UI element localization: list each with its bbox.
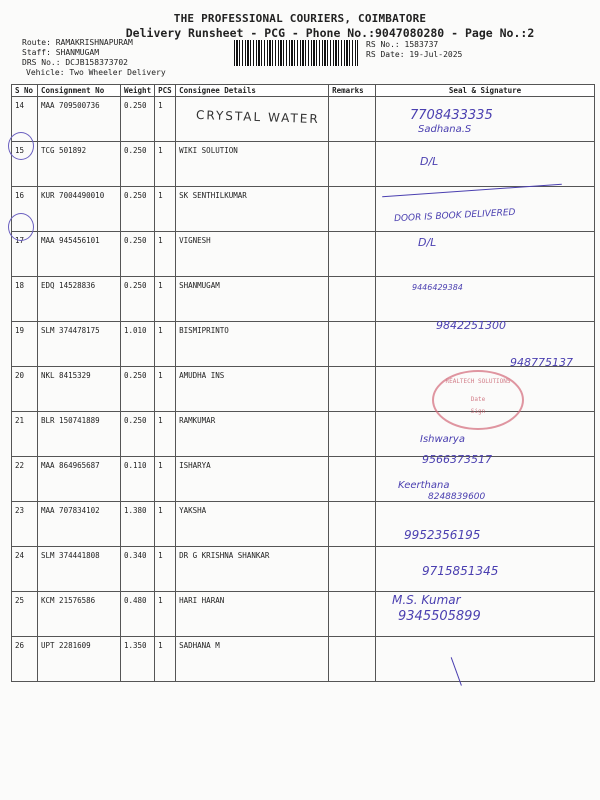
handwritten-phone: 9566373517 <box>422 453 492 466</box>
cell-sno: 16 <box>12 187 38 232</box>
cell-remarks <box>329 142 376 187</box>
cell-consignment: TCG 501892 <box>38 142 121 187</box>
handwritten-name: Ishwarya <box>420 434 465 445</box>
cell-consignee: SK SENTHILKUMAR <box>176 187 329 232</box>
cell-sno: 25 <box>12 592 38 637</box>
cell-weight: 0.250 <box>121 412 155 457</box>
cell-consignment: SLM 374441808 <box>38 547 121 592</box>
circle-mark <box>8 213 34 241</box>
cell-pcs: 1 <box>155 277 176 322</box>
cell-consignment: BLR 150741889 <box>38 412 121 457</box>
table-row <box>12 232 595 277</box>
cell-pcs: 1 <box>155 412 176 457</box>
cell-signature <box>376 277 595 322</box>
cell-remarks <box>329 277 376 322</box>
cell-sno: 18 <box>12 277 38 322</box>
cell-consignment: KUR 7004490010 <box>38 187 121 232</box>
cell-sno: 22 <box>12 457 38 502</box>
rs-date: RS Date: 19-Jul-2025 <box>366 50 463 59</box>
cell-remarks <box>329 412 376 457</box>
col-consignment: Consignment No <box>38 85 121 97</box>
rs-number: RS No.: 1583737 <box>366 40 439 49</box>
cell-weight: 0.250 <box>121 97 155 142</box>
stamp-date: Date <box>470 396 486 403</box>
cell-pcs: 1 <box>155 547 176 592</box>
cell-consignment: KCM 21576586 <box>38 592 121 637</box>
table-row <box>12 502 595 547</box>
cell-weight: 1.350 <box>121 637 155 682</box>
cell-consignee: HARI HARAN <box>176 592 329 637</box>
drs-number: DRS No.: DCJB158373702 <box>22 58 128 67</box>
handwritten-phone: 948775137 <box>510 356 573 369</box>
cell-remarks <box>329 97 376 142</box>
cell-consignee: SHANMUGAM <box>176 277 329 322</box>
cell-remarks <box>329 547 376 592</box>
cell-consignee: SADHANA M <box>176 637 329 682</box>
cell-remarks <box>329 367 376 412</box>
cell-consignee: AMUDHA INS <box>176 367 329 412</box>
cell-weight: 0.250 <box>121 142 155 187</box>
barcode <box>234 40 358 66</box>
cell-sno: 19 <box>12 322 38 367</box>
cell-consignment: MAA 945456101 <box>38 232 121 277</box>
cell-weight: 0.250 <box>121 367 155 412</box>
cell-weight: 0.110 <box>121 457 155 502</box>
cell-pcs: 1 <box>155 232 176 277</box>
cell-consignee: VIGNESH <box>176 232 329 277</box>
cell-pcs: 1 <box>155 322 176 367</box>
stamp-text: REALTECH SOLUTIONS <box>445 378 511 385</box>
table-row <box>12 277 595 322</box>
stamp-sign: Sign <box>470 408 486 415</box>
cell-remarks <box>329 592 376 637</box>
cell-consignment: SLM 374478175 <box>38 322 121 367</box>
cell-pcs: 1 <box>155 142 176 187</box>
handwritten-note: D/L <box>418 236 437 249</box>
table-row <box>12 457 595 502</box>
handwritten-name: Keerthana <box>398 480 450 491</box>
cell-sno: 14 <box>12 97 38 142</box>
cell-weight: 0.480 <box>121 592 155 637</box>
cell-remarks <box>329 232 376 277</box>
cell-pcs: 1 <box>155 457 176 502</box>
cell-consignee: WIKI SOLUTION <box>176 142 329 187</box>
table-header-row <box>12 85 595 97</box>
cell-consignee: BISMIPRINTO <box>176 322 329 367</box>
cell-consignment: MAA 707834102 <box>38 502 121 547</box>
cell-pcs: 1 <box>155 187 176 232</box>
handwritten-consignee: CRYSTAL WATER <box>195 107 320 127</box>
cell-consignment: EDQ 14528836 <box>38 277 121 322</box>
col-signature: Seal & Signature <box>376 85 595 97</box>
vehicle-label: Vehicle: Two Wheeler Delivery <box>26 68 166 77</box>
cell-sno: 21 <box>12 412 38 457</box>
col-consignee: Consignee Details <box>176 85 329 97</box>
table-row <box>12 142 595 187</box>
cell-remarks <box>329 502 376 547</box>
cell-sno: 17 <box>12 232 38 277</box>
cell-consignee: DR G KRISHNA SHANKAR <box>176 547 329 592</box>
cell-remarks <box>329 457 376 502</box>
cell-consignee: RAMKUMAR <box>176 412 329 457</box>
cell-remarks <box>329 187 376 232</box>
runsheet-subtitle: Delivery Runsheet - PCG - Phone No.:9047080280 - Page No.:2 <box>125 26 535 40</box>
cell-pcs: 1 <box>155 367 176 412</box>
cell-remarks <box>329 637 376 682</box>
table-row <box>12 547 595 592</box>
cell-weight: 0.250 <box>121 187 155 232</box>
cell-remarks <box>329 322 376 367</box>
cell-consignment: MAA 709500736 <box>38 97 121 142</box>
handwritten-phone: 9345505899 <box>398 609 481 624</box>
cell-consignee: ISHARYA <box>176 457 329 502</box>
handwritten-phone: 8248839600 <box>428 492 486 502</box>
handwritten-phone: 9842251300 <box>436 319 506 332</box>
route-label: Route: RAMAKRISHNAPURAM <box>22 38 133 47</box>
handwritten-phone: 9446429384 <box>412 283 463 292</box>
cell-consignment: MAA 864965687 <box>38 457 121 502</box>
cell-weight: 1.380 <box>121 502 155 547</box>
cell-consignment: NKL 8415329 <box>38 367 121 412</box>
col-weight: Weight <box>121 85 155 97</box>
cell-consignee: YAKSHA <box>176 502 329 547</box>
rs-info <box>366 40 462 60</box>
cell-consignment: UPT 2281609 <box>38 637 121 682</box>
cell-weight: 1.010 <box>121 322 155 367</box>
handwritten-phone: 9952356195 <box>404 528 481 542</box>
handwritten-note: D/L <box>420 155 439 168</box>
table-row <box>12 637 595 682</box>
cell-sno: 15 <box>12 142 38 187</box>
handwritten-name: Sadhana.S <box>418 124 472 135</box>
table-row <box>12 322 595 367</box>
col-sno: S No <box>12 85 38 97</box>
cell-signature <box>376 232 595 277</box>
cell-sno: 23 <box>12 502 38 547</box>
cell-signature <box>376 142 595 187</box>
handwritten-phone: 9715851345 <box>422 564 499 578</box>
cell-pcs: 1 <box>155 502 176 547</box>
route-info <box>22 38 166 78</box>
handwritten-phone: 7708433335 <box>410 108 493 123</box>
cell-weight: 0.250 <box>121 232 155 277</box>
cell-pcs: 1 <box>155 637 176 682</box>
cell-sno: 20 <box>12 367 38 412</box>
handwritten-note: DOOR IS BOOK DELIVERED <box>393 207 516 225</box>
col-pcs: PCS <box>155 85 176 97</box>
handwritten-name: M.S. Kumar <box>392 593 461 607</box>
circle-mark <box>8 132 34 160</box>
col-remarks: Remarks <box>329 85 376 97</box>
company-title: THE PROFESSIONAL COURIERS, COIMBATORE <box>173 12 427 25</box>
table-row <box>12 592 595 637</box>
company-stamp <box>432 370 524 430</box>
cell-weight: 0.340 <box>121 547 155 592</box>
cell-sno: 24 <box>12 547 38 592</box>
cell-pcs: 1 <box>155 97 176 142</box>
cell-sno: 26 <box>12 637 38 682</box>
cell-weight: 0.250 <box>121 277 155 322</box>
staff-label: Staff: SHANMUGAM <box>22 48 100 57</box>
cell-pcs: 1 <box>155 592 176 637</box>
